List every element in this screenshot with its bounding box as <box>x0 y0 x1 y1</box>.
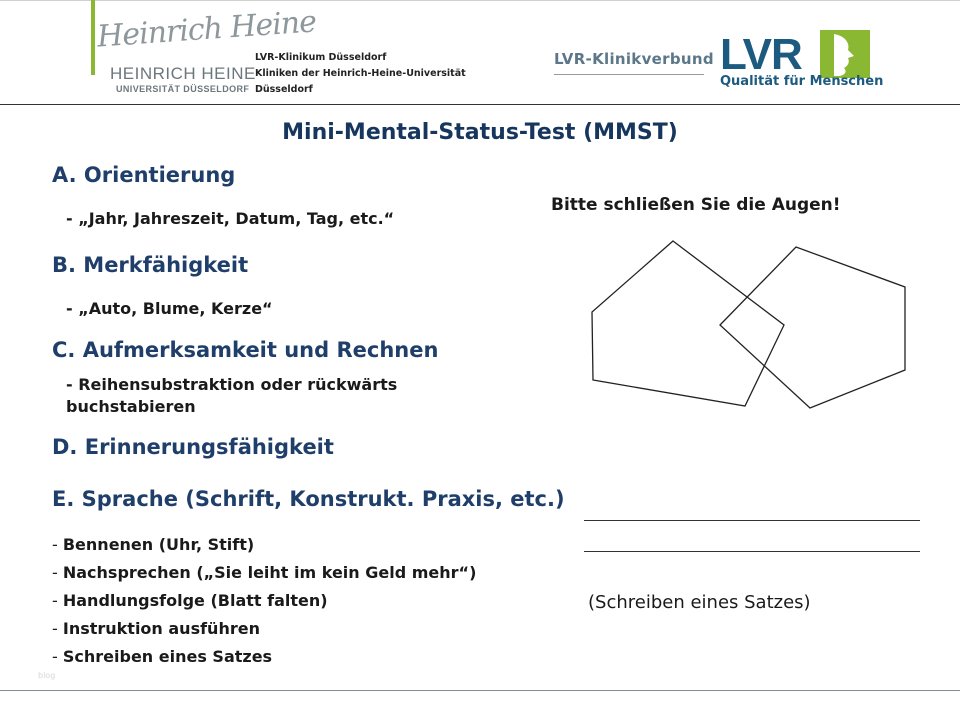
section-b-detail: - „Auto, Blume, Kerze“ <box>66 299 273 318</box>
writing-line-1[interactable] <box>584 520 920 521</box>
section-c-detail-line-2: buchstabieren <box>66 397 196 416</box>
section-e-item: - Schreiben eines Satzes <box>52 647 273 666</box>
footer-divider <box>0 690 960 691</box>
pentagon-left <box>592 241 784 406</box>
writing-hint: (Schreiben eines Satzes) <box>588 592 811 613</box>
section-a-detail: - „Jahr, Jahreszeit, Datum, Tag, etc.“ <box>66 209 395 228</box>
instruction-close-eyes: Bitte schließen Sie die Augen! <box>551 195 841 215</box>
writing-line-2[interactable] <box>584 551 920 552</box>
hhu-logo-name: HEINRICH HEINE <box>110 64 256 83</box>
watermark: blog <box>38 671 56 680</box>
section-e-heading: E. Sprache (Schrift, Konstrukt. Praxis, etc.) <box>52 487 565 511</box>
section-b-heading: B. Merkfähigkeit <box>52 253 249 277</box>
section-c-heading: C. Aufmerksamkeit und Rechnen <box>52 338 439 362</box>
section-a-heading: A. Orientierung <box>52 163 236 187</box>
institution-line-1: LVR-Klinikum Düsseldorf <box>255 52 387 63</box>
section-e-item: - Nachsprechen („Sie leiht im kein Geld mehr“) <box>52 563 477 582</box>
page-title: Mini-Mental-Status-Test (MMST) <box>282 120 678 145</box>
section-c-detail-line-1: - Reihensubstraktion oder rückwärts <box>66 375 398 394</box>
lvr-klinikverbund-label: LVR-Klinikverbund <box>554 50 714 68</box>
institution-line-2: Kliniken der Heinrich-Heine-Universität <box>255 68 466 79</box>
section-d-heading: D. Erinnerungsfähigkeit <box>52 435 334 459</box>
hhu-logo-signature: Heinrich Heine <box>96 4 317 55</box>
lvr-tagline: Qualität für Menschen <box>720 74 884 89</box>
section-e-item: - Handlungsfolge (Blatt falten) <box>52 591 328 610</box>
section-e-item: - Bennenen (Uhr, Stift) <box>52 535 255 554</box>
section-e-item: - Instruktion ausführen <box>52 619 260 638</box>
institution-line-3: Düsseldorf <box>255 84 313 95</box>
pentagon-right <box>720 247 905 408</box>
hhu-logo-university: UNIVERSITÄT DÜSSELDORF <box>116 84 250 94</box>
lvr-logo-text: LVR <box>720 30 802 79</box>
